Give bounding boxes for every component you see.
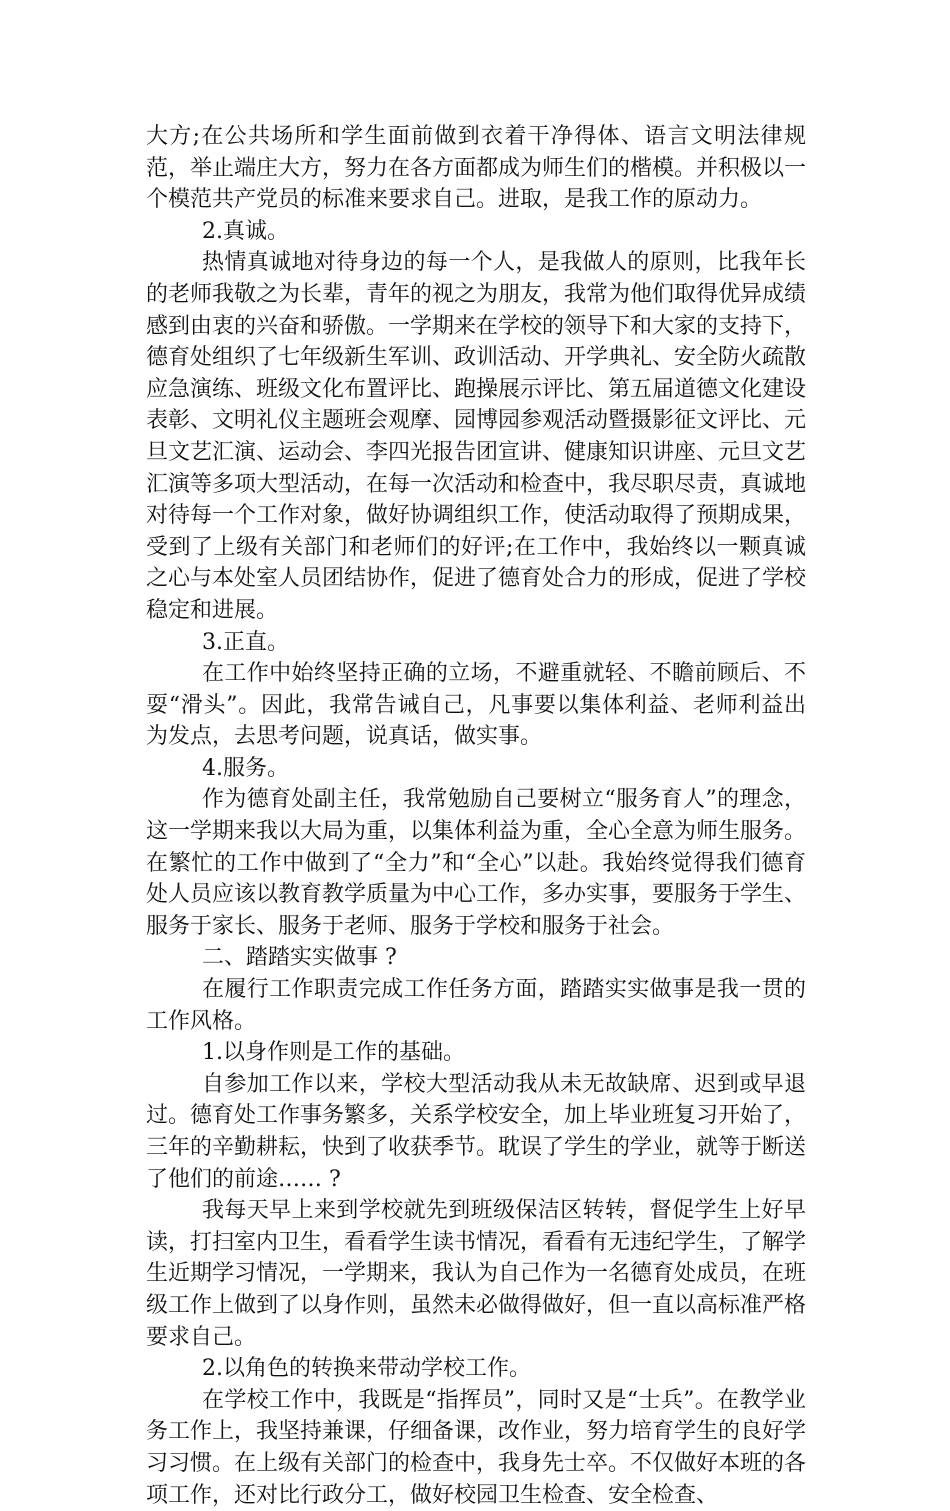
paragraph-service: 作为德育处副主任，我常勉励自己要树立“服务育人”的理念，这一学期来我以大局为重，以集体利益为重，全心全意为师生服务。在繁忙的工作中做到了“全力”和“全心”以赴。我始终觉得我们德育处人员应该以教育教学质量为中心工作，多办实事，要服务于学生、服务于家长、服务于老师、服务于学校和服务于社会。	[146, 787, 807, 939]
paragraph-daily-routine: 我每天早上来到学校就先到班级保洁区转转，督促学生上好早读，打扫室内卫生，看看学生读书情况，看看有无违纪学生，了解学生近期学习情况，一学期来，我认为自己作为一名德育处成员，在班级工作上做到了以身作则，虽然未必做得做好，但一直以高标准严格要求自己。	[146, 1198, 807, 1350]
paragraph-attendance: 自参加工作以来，学校大型活动我从未无故缺席、迟到或早退过。德育处工作事务繁多，关系学校安全，加上毕业班复习开始了，三年的辛勤耕耘，快到了收获季节。耽误了学生的学业，就等于断送了他们的前途…… ?	[146, 1071, 807, 1192]
paragraph-work-style: 在履行工作职责完成工作任务方面，踏踏实实做事是我一贯的工作风格。	[146, 977, 806, 1034]
heading-sincerity: 2.真诚。	[202, 218, 289, 244]
heading-lead-by-example: 1.以身作则是工作的基础。	[202, 1040, 465, 1066]
heading-integrity: 3.正直。	[202, 629, 289, 655]
document-body	[146, 121, 806, 1511]
heading-service: 4.服务。	[202, 755, 289, 781]
section-heading-down-to-earth: 二、踏踏实实做事 ?	[202, 945, 397, 971]
heading-role-switch: 2.以角色的转换来带动学校工作。	[202, 1356, 531, 1382]
paragraph-role-switch: 在学校工作中，我既是“指挥员”，同时又是“士兵”。在教学业务工作上，我坚持兼课，仔细备课，改作业，努力培育学生的良好学习习惯。在上级有关部门的检查中，我身先士卒。不仅做好本班的各项工作，还对比行政分工，做好校园卫生检查、安全检查、	[146, 1387, 807, 1508]
paragraph-sincerity: 热情真诚地对待身边的每一个人，是我做人的原则，比我年长的老师我敬之为长辈，青年的视之为朋友，我常为他们取得优异成绩感到由衷的兴奋和骄傲。一学期来在学校的领导下和大家的支持下，德育处组织了七年级新生军训、政训活动、开学典礼、安全防火疏散应急演练、班级文化布置评比、跑操展示评比、第五届道德文化建设表彰、文明礼仪主题班会观摩、园博园参观活动暨摄影征文评比、元旦文艺汇演、运动会、李四光报告团宣讲、健康知识讲座、元旦文艺汇演等多项大型活动，在每一次活动和检查中，我尽职尽责，真诚地对待每一个工作对象，做好协调组织工作，使活动取得了预期成果，受到了上级有关部门和老师们的好评;在工作中，我始终以一颗真诚之心与本处室人员团结协作，促进了德育处合力的形成，促进了学校稳定和进展。	[146, 250, 807, 623]
paragraph-intro-continuation: 大方;在公共场所和学生面前做到衣着干净得体、语言文明法律规范，举止端庄大方，努力在各方面都成为师生们的楷模。并积极以一个模范共产党员的标准来要求自己。进取，是我工作的原动力。	[146, 124, 807, 213]
paragraph-integrity: 在工作中始终坚持正确的立场，不避重就轻、不瞻前顾后、不耍“滑头”。因此，我常告诫自己，凡事要以集体利益、老师利益出为发点，去思考问题，说真话，做实事。	[146, 661, 806, 750]
